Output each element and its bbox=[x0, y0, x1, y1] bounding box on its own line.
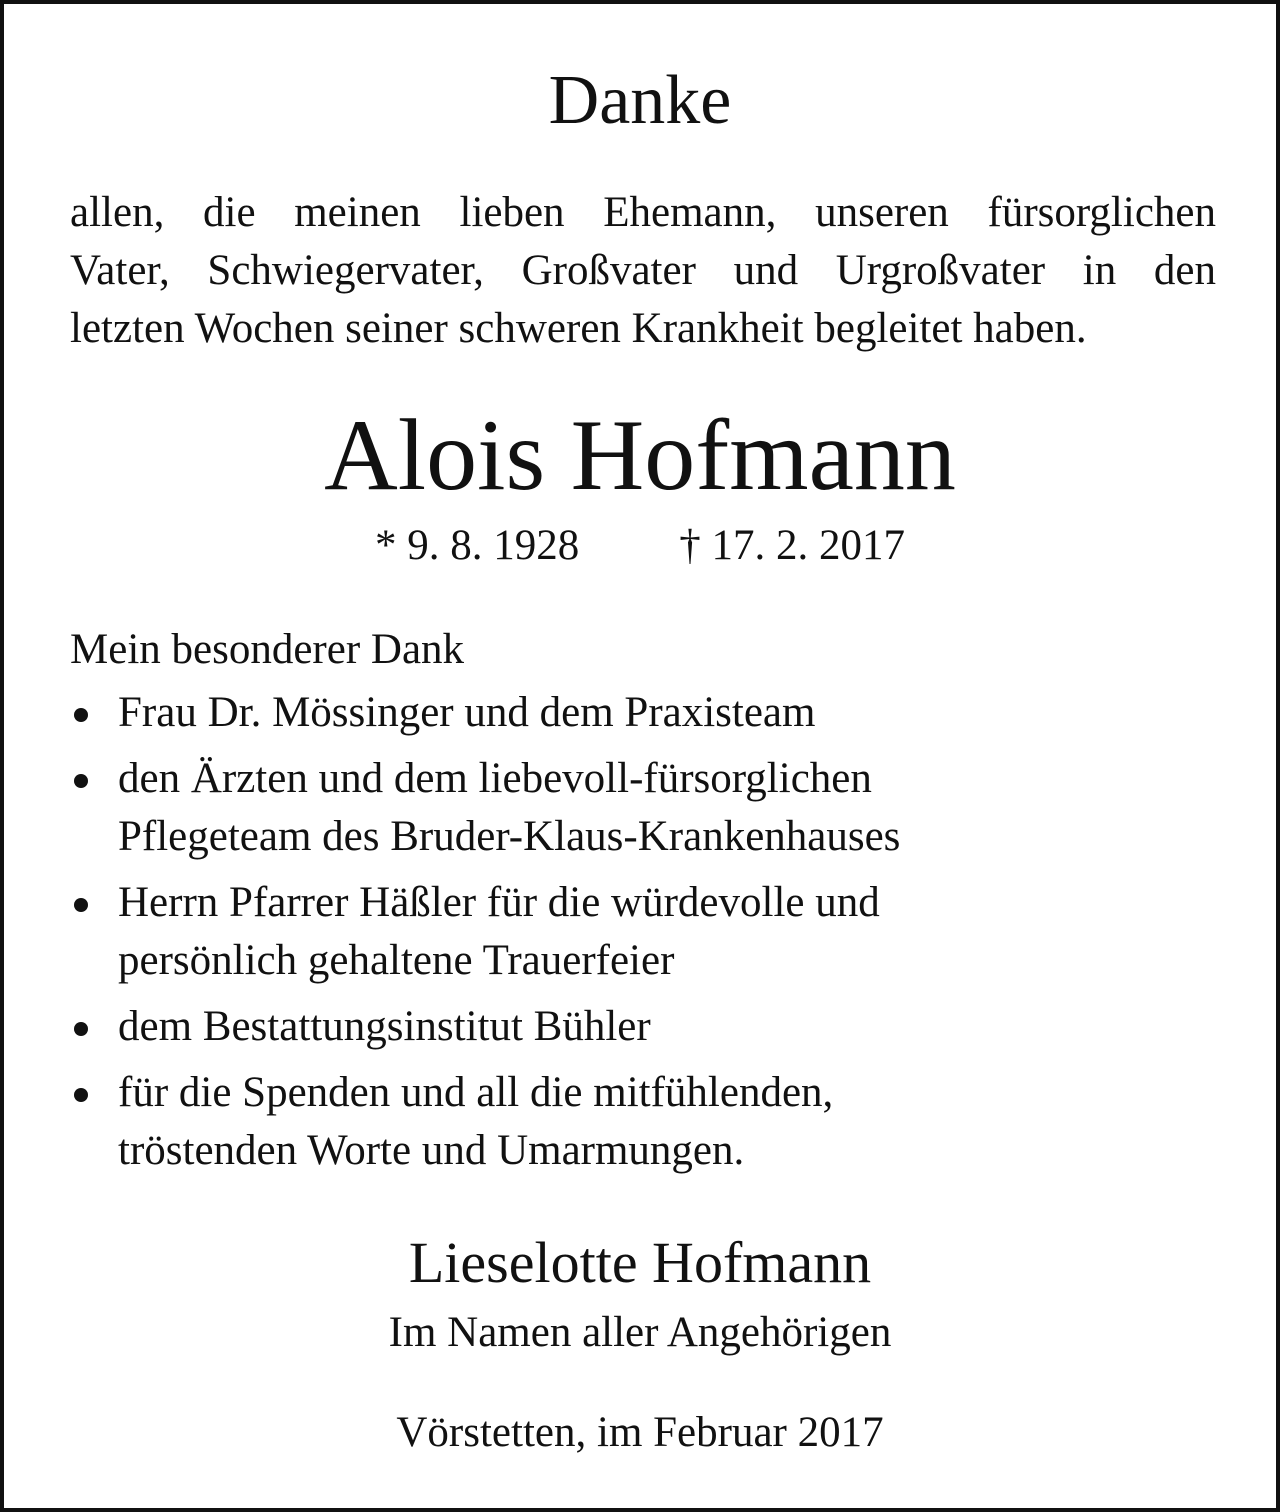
intro-line: allen, die meinen lieben Ehemann, unseren fürsorglichen bbox=[70, 189, 1216, 236]
thanks-item-line: persönlich gehaltene Trauerfeier bbox=[118, 937, 675, 984]
bullet-icon bbox=[74, 898, 88, 912]
thanks-item bbox=[70, 998, 1220, 1056]
intro-line: Vater, Schwiegervater, Großvater und Urgroßvater in den bbox=[70, 247, 1216, 294]
thanks-item-line: Herrn Pfarrer Häßler für die würdevolle und bbox=[118, 879, 880, 926]
thanks-list bbox=[70, 684, 1220, 1188]
thanks-item-line: den Ärzten und dem liebevoll-fürsorglichen bbox=[118, 755, 872, 802]
bullet-icon bbox=[74, 1088, 88, 1102]
bullet-icon bbox=[74, 774, 88, 788]
thanks-item-line: tröstenden Worte und Umarmungen. bbox=[118, 1127, 745, 1174]
signer-note: Im Namen aller Angehörigen bbox=[388, 1309, 892, 1356]
notice-heading: Danke bbox=[548, 62, 732, 139]
place-date: Vörstetten, im Februar 2017 bbox=[396, 1409, 884, 1456]
death-date: † 17. 2. 2017 bbox=[679, 522, 905, 569]
thanks-item-line: Pflegeteam des Bruder-Klaus-Krankenhauses bbox=[118, 813, 901, 860]
birth-date: * 9. 8. 1928 bbox=[375, 522, 580, 569]
bullet-icon bbox=[74, 708, 88, 722]
thanks-item-line: Frau Dr. Mössinger und dem Praxisteam bbox=[118, 689, 816, 736]
intro-paragraph bbox=[70, 184, 1216, 358]
thanks-item bbox=[70, 874, 1220, 990]
thanks-item bbox=[70, 684, 1220, 742]
signer-name: Lieselotte Hofmann bbox=[408, 1230, 872, 1295]
life-dates bbox=[4, 516, 1276, 576]
thanks-item-line: dem Bestattungsinstitut Bühler bbox=[118, 1003, 651, 1050]
thanks-intro: Mein besonderer Dank bbox=[70, 626, 465, 673]
thanks-item bbox=[70, 750, 1220, 866]
thanks-item bbox=[70, 1064, 1220, 1180]
bullet-icon bbox=[74, 1022, 88, 1036]
intro-line: letzten Wochen seiner schweren Krankheit begleitet haben. bbox=[70, 305, 1087, 352]
deceased-name: Alois Hofmann bbox=[324, 399, 956, 512]
thanks-item-line: für die Spenden und all die mitfühlenden, bbox=[118, 1069, 834, 1116]
